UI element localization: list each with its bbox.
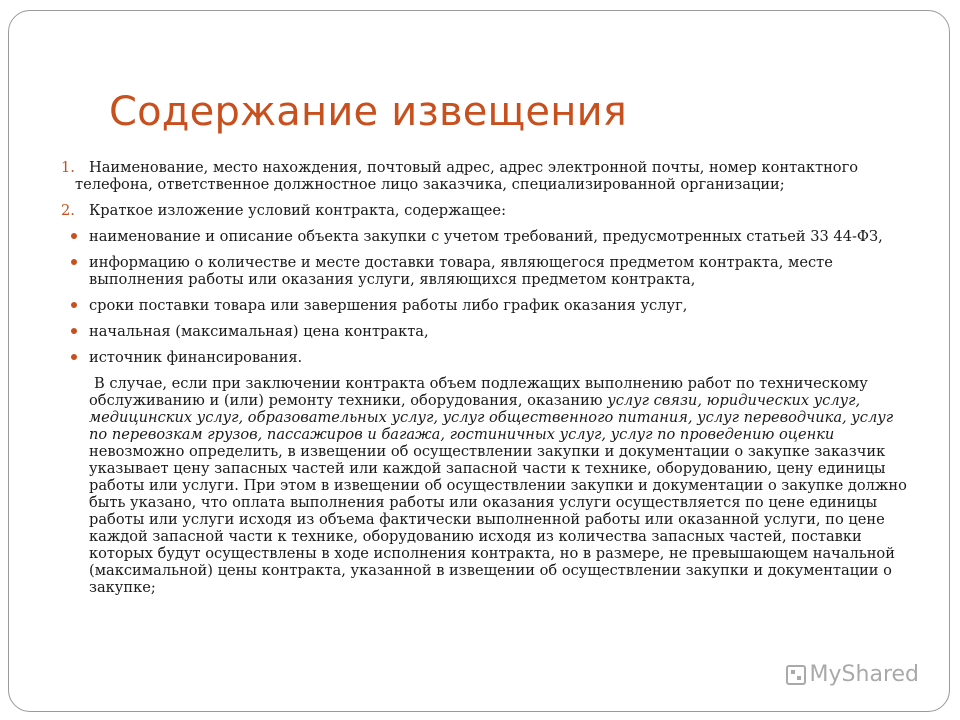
body-paragraph: В случае, если при заключении контракта объем подлежащих выполнению работ по техническому обслуживанию и (или) ремонту техники, оборудования, оказанию услуг связи, юридических услуг, медицинских услуг, образовательных услуг, услуг общественного питания, услуг переводчика, услуг по перевозкам грузов, пассажиров и багажа, гостиничных услуг, услуг по проведению оценки невозможно определить, в извещении об осуществлении закупки и документации о закупке заказчик указывает цену запасных частей или каждой запасной части к технике, оборудованию, цену единицы работы или услуги. При этом в извещении об осуществлении закупки и документации о закупке должно быть указано, что оплата выполнения работы или оказания услуги осуществляется по цене единицы работы или услуги исходя из объема фактически выполненной работы или оказанной услуги, по цене каждой запасной части к технике, оборудованию исходя из количества запасных частей, поставки которых будут осуществлены в ходе исполнения контракта, но в размере, не превышающем начальной (максимальной) цены контракта, указанной в извещении об осуществлении закупки и документации о закупке; <box>89 375 907 596</box>
item-text-2: Краткое изложение условий контракта, содержащее: <box>89 202 506 219</box>
bullet-item: источник финансирования. <box>61 349 911 366</box>
bullet-icon <box>71 233 77 239</box>
slide-title: Содержание извещения <box>109 89 628 135</box>
bullet-item: наименование и описание объекта закупки с учетом требований, предусмотренных статьей 33 44-ФЗ, <box>61 228 911 245</box>
watermark <box>786 662 919 687</box>
bullet-icon <box>71 328 77 334</box>
item-number-1: 1. <box>61 159 75 176</box>
slide-content <box>61 159 911 596</box>
bullet-icon <box>71 302 77 308</box>
watermark-text: MyShared <box>809 662 919 687</box>
italic-services: услуг связи, юридических услуг, медицинских услуг, образовательных услуг, услуг общественного питания, услуг переводчика, услуг по перевозкам грузов, пассажиров и багажа, гостиничных услуг, услуг по проведению оценки <box>89 392 894 443</box>
bullet-list <box>61 228 911 366</box>
bullet-item: начальная (максимальная) цена контракта, <box>61 323 911 340</box>
bullet-icon <box>71 354 77 360</box>
item-number-2: 2. <box>61 202 75 219</box>
bullet-item: сроки поставки товара или завершения работы либо график оказания услуг, <box>61 297 911 314</box>
slide <box>8 10 950 712</box>
watermark-logo-icon <box>786 665 806 685</box>
bullet-icon <box>71 259 77 265</box>
list-item-1 <box>61 159 911 193</box>
list-item-2 <box>61 202 911 219</box>
bullet-item: информацию о количестве и месте доставки товара, являющегося предметом контракта, месте выполнения работы или оказания услуги, являющихся предметом контракта, <box>61 254 911 288</box>
item-text-1: Наименование, место нахождения, почтовый адрес, адрес электронной почты, номер контактного телефона, ответственное должностное лицо заказчика, специализированной организации; <box>75 159 859 193</box>
